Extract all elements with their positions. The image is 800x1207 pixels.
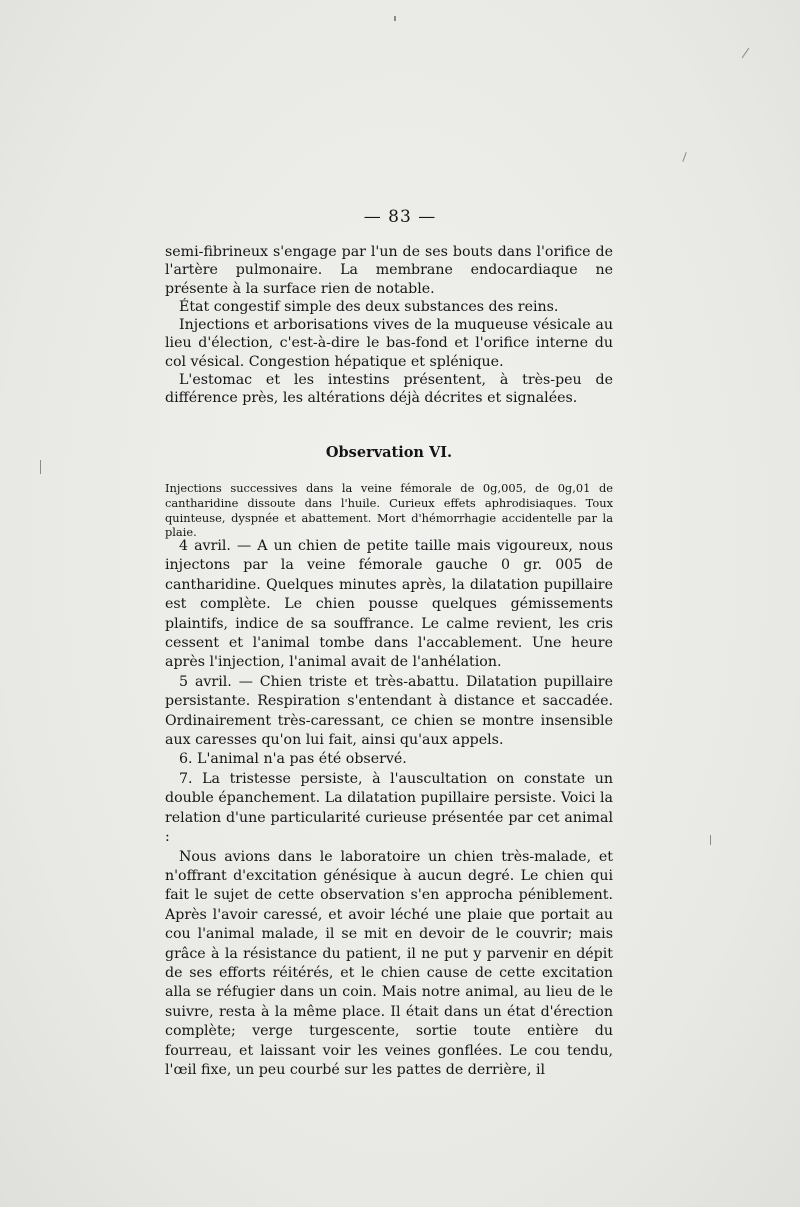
speck-mark bbox=[742, 48, 750, 58]
summary-text: Injections successives dans la veine fémorale de 0g,005, de 0g,01 de cantharidine dissoute dans l'huile. Curieux effets aphrodisiaques. Toux quinteuse, dyspnée et abattement. Mort d'hémorrhagie accidentelle par la plaie. bbox=[165, 481, 613, 540]
paragraph: 4 avril. — A un chien de petite taille mais vigoureux, nous injectons par la veine fémorale gauche 0 gr. 005 de cantharidine. Quelques minutes après, la dilatation pupillaire est complète. Le chien pousse quelques gémissements plaintifs, indice de sa souffrance. Le calme revient, les cris cessent et l'animal tombe dans l'accablement. Une heure après l'injection, l'animal avait de l'anhélation. bbox=[165, 538, 613, 671]
paragraph: État congestif simple des deux substances des reins. bbox=[179, 298, 559, 315]
paragraph: 6. L'animal n'a pas été observé. bbox=[179, 751, 407, 768]
paragraph: 7. La tristesse persiste, à l'auscultation on constate un double épanchement. La dilatation pupillaire persiste. Voici la relation d'une particularité curieuse présentée par cet animal : bbox=[165, 770, 613, 846]
observation-heading: Observation VI. bbox=[325, 444, 453, 461]
intro-text bbox=[165, 243, 613, 408]
paragraph: semi-fibrineux s'engage par l'un de ses bouts dans l'orifice de l'artère pulmonaire. La membrane endocardiaque ne présente à la surface rien de notable. bbox=[165, 244, 613, 297]
observation-summary bbox=[165, 481, 613, 540]
speck-mark bbox=[40, 460, 41, 474]
paragraph: Nous avions dans le laboratoire un chien très-malade, et n'offrant d'excitation génésique à aucun degré. Le chien qui fait le sujet de cette observation s'en approcha péniblement. Après l'avoir caressé, et avoir léché une plaie que portait au cou l'animal malade, il se mit en devoir de le couvrir; mais grâce à la résistance du patient, il ne put y parvenir en dépit de ses efforts réitérés, et le chien cause de cette excitation alla se réfugier dans un coin. Mais notre animal, au lieu de le suivre, resta à la même place. Il était dans un état d'érection complète; verge turgescente, sortie toute entière du fourreau, et laissant voir les veines gonflées. Le cou tendu, l'œil fixe, un peu courbé sur les pattes de derrière, il bbox=[165, 848, 613, 1078]
observation-body bbox=[165, 537, 613, 1080]
speck-mark bbox=[682, 152, 686, 162]
speck-mark bbox=[710, 835, 711, 845]
speck-mark bbox=[394, 16, 396, 21]
paragraph: Injections et arborisations vives de la muqueuse vésicale au lieu d'élection, c'est-à-dire le bas-fond et l'orifice interne du col vésical. Congestion hépatique et splénique. bbox=[165, 317, 613, 370]
paragraph: L'estomac et les intestins présentent, à très-peu de différence près, les altérations déjà décrites et signalées. bbox=[165, 372, 613, 407]
page-number: — 83 — bbox=[363, 207, 437, 227]
paragraph: 5 avril. — Chien triste et très-abattu. Dilatation pupillaire persistante. Respiration s'entendant à distance et saccadée. Ordinairement très-caressant, ce chien se montre insensible aux caresses qu'on lui fait, ainsi qu'aux appels. bbox=[165, 673, 613, 749]
